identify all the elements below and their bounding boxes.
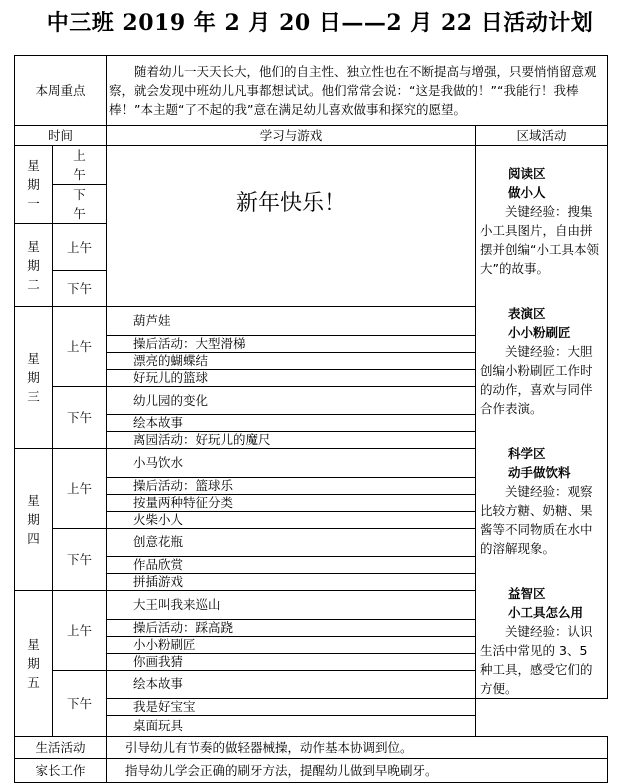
- activity-item: 绘本故事: [107, 670, 476, 698]
- day-tue-label: 星期二: [27, 238, 40, 292]
- activity-item: 大王叫我来巡山: [107, 591, 476, 619]
- wed-pm-label: 下午: [53, 386, 107, 448]
- day-thu: [15, 449, 53, 591]
- new-year-text: 新年快乐！: [236, 191, 347, 216]
- activity-item: 操后活动：大型滑梯: [107, 335, 476, 352]
- region-list: [480, 164, 603, 698]
- region-activity: 动手做饮料: [508, 465, 571, 480]
- activity-item: 操后活动：篮球乐: [107, 477, 476, 494]
- tue-am-label: 上午: [53, 224, 107, 271]
- header-time: 时间: [15, 126, 107, 146]
- morning-label: 上午: [73, 148, 86, 182]
- activity-item: 你画我猜: [107, 653, 476, 670]
- region-activity: 做小人: [508, 185, 546, 200]
- fri-am-label: 上午: [53, 591, 107, 670]
- region-key-experience: 关键经验：搜集小工具图片，自由拼摆并创编“小工具本领大”的故事。: [480, 204, 599, 276]
- life-text: 引导幼儿有节奏的做轻器械操，动作基本协调到位。: [107, 737, 608, 759]
- fri-pm-label: 下午: [53, 670, 107, 736]
- activity-item: 我是好宝宝: [107, 699, 476, 716]
- activity-item: 火柴小人: [107, 511, 476, 528]
- thu-pm-label: 下午: [53, 528, 107, 590]
- region-key-experience: 关键经验：观察比较方糖、奶糖、果酱等不同物质在水中的溶解现象。: [480, 484, 593, 556]
- day-mon-label: 星期一: [27, 158, 40, 211]
- afternoon-label: 下午: [73, 187, 86, 221]
- focus-label: 本周重点: [15, 56, 107, 126]
- life-row: [15, 737, 608, 759]
- header-study: 学习与游戏: [107, 126, 476, 146]
- wed-am-label: 上午: [53, 307, 107, 386]
- activity-item: 好玩儿的篮球: [107, 369, 476, 386]
- page-title: 中三班 2019 年 2 月 20 日——2 月 22 日活动计划: [46, 10, 594, 36]
- activity-item: 创意花瓶: [107, 528, 476, 556]
- day-tue: [15, 224, 53, 307]
- activity-item: 葫芦娃: [107, 307, 476, 335]
- header-row: [15, 126, 608, 146]
- day-fri: [15, 591, 53, 737]
- thu-am-label: 上午: [53, 449, 107, 528]
- life-label: 生活活动: [15, 737, 107, 759]
- mon-pm-label: [53, 185, 107, 224]
- activity-item: 按量两种特征分类: [107, 494, 476, 511]
- focus-text: 随着幼儿一天天长大，他们的自主性、独立性也在不断提高与增强，只要悄悄留意观察，就会发现中班幼儿凡事都想试试。他们常常会说：“这是我做的！”“我能行！我棒棒！”本主题“了不起的我”意在满足幼儿喜欢做事和探究的愿望。: [107, 56, 608, 126]
- activity-item: 小小粉刷匠: [107, 636, 476, 653]
- activity-item: 小马饮水: [107, 449, 476, 477]
- day-wed-label: 星期三: [27, 351, 40, 405]
- activity-item: 幼儿园的变化: [107, 386, 476, 414]
- parents-row: [15, 759, 608, 783]
- activity-item: 操后活动：踩高跷: [107, 619, 476, 636]
- region-name: 表演区: [508, 306, 546, 321]
- region-name: 益智区: [508, 586, 546, 601]
- mon-am-label: [53, 146, 107, 185]
- focus-row: [15, 56, 608, 126]
- activity-plan-table: [14, 55, 608, 783]
- region-activity: 小工具怎么用: [508, 605, 584, 620]
- parents-label: 家长工作: [15, 759, 107, 783]
- activity-item: 作品欣赏: [107, 557, 476, 574]
- region-name: 科学区: [508, 446, 546, 461]
- region-name: 阅读区: [508, 166, 546, 181]
- region-cell: [476, 146, 608, 699]
- region-activity: 小小粉刷匠: [508, 325, 571, 340]
- activity-item: 拼插游戏: [107, 574, 476, 591]
- activity-item: 绘本故事: [107, 415, 476, 432]
- new-year-cell: [107, 146, 476, 307]
- activity-item: 离园活动：好玩儿的魔尺: [107, 432, 476, 449]
- parents-text: 指导幼儿学会正确的刷牙方法，提醒幼儿做到早晚刷牙。: [107, 759, 608, 783]
- day-wed: [15, 307, 53, 449]
- tue-pm-label: 下午: [53, 271, 107, 307]
- header-region: 区域活动: [476, 126, 608, 146]
- activity-item: 桌面玩具: [107, 716, 476, 737]
- activity-item: 漂亮的蝴蝶结: [107, 352, 476, 369]
- region-key-experience: 关键经验：大胆创编小粉刷匠工作时的动作，喜欢与同伴合作表演。: [480, 344, 593, 416]
- region-key-experience: 关键经验：认识生活中常见的 3、5 种工具，感受它们的方便。: [480, 624, 593, 696]
- mon-am-row: [15, 146, 608, 185]
- day-thu-label: 星期四: [27, 493, 40, 547]
- day-mon: [15, 146, 53, 224]
- day-fri-label: 星期五: [27, 637, 40, 691]
